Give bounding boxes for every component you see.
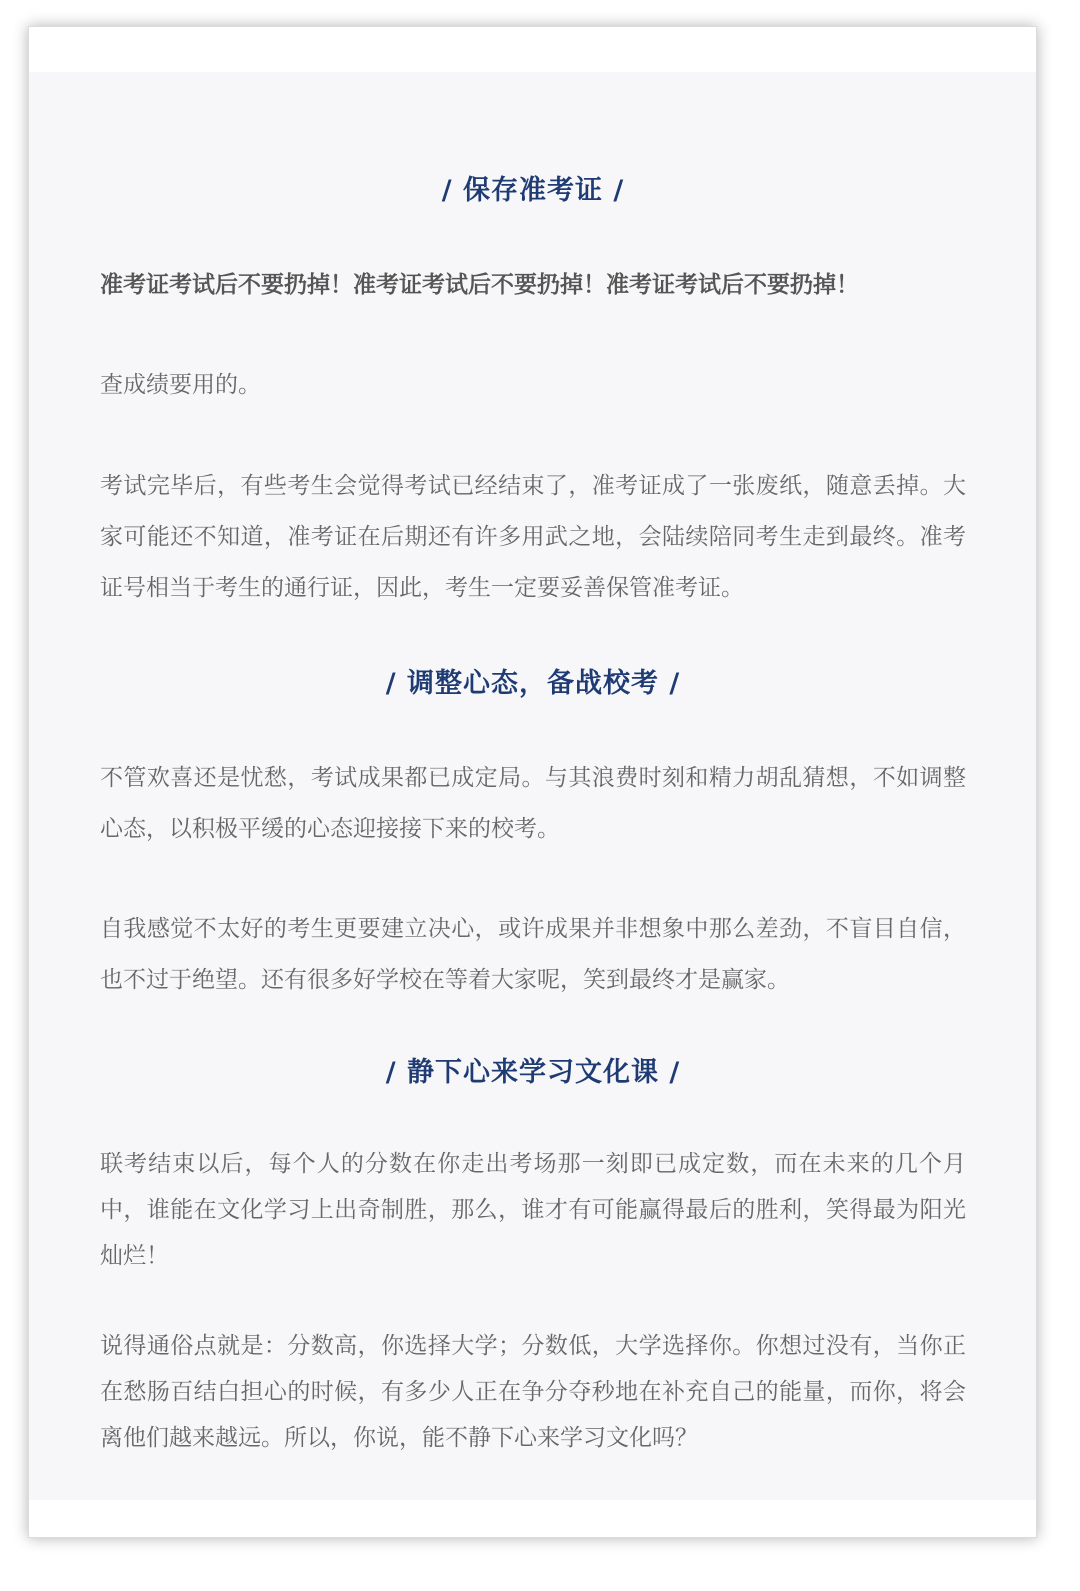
paragraph: 联考结束以后，每个人的分数在你走出考场那一刻即已成定数，而在未来的几个月中，谁能在文化学习上出奇制胜，那么，谁才有可能赢得最后的胜利，笑得最为阳光灿烂！	[100, 1151, 966, 1269]
warning-paragraph: 准考证考试后不要扔掉！准考证考试后不要扔掉！准考证考试后不要扔掉！	[100, 272, 859, 298]
article-card	[28, 26, 1037, 1538]
section-heading-adjust-mindset: / 调整心态，备战校考 /	[385, 668, 681, 699]
article-panel	[29, 72, 1036, 1500]
section-heading-save-ticket: / 保存准考证 /	[441, 175, 625, 206]
paragraph: 查成绩要用的。	[100, 372, 261, 398]
paragraph: 考试完毕后，有些考生会觉得考试已经结束了，准考证成了一张废纸，随意丢掉。大家可能还不知道，准考证在后期还有许多用武之地，会陆续陪同考生走到最终。准考证号相当于考生的通行证，因此，考生一定要妥善保管准考证。	[100, 473, 966, 601]
section-heading-study-culture: / 静下心来学习文化课 /	[385, 1057, 681, 1088]
paragraph: 自我感觉不太好的考生更要建立决心，或许成果并非想象中那么差劲，不盲目自信，也不过于绝望。还有很多好学校在等着大家呢，笑到最终才是赢家。	[100, 916, 966, 993]
paragraph: 不管欢喜还是忧愁，考试成果都已成定局。与其浪费时刻和精力胡乱猜想，不如调整心态，以积极平缓的心态迎接接下来的校考。	[100, 765, 966, 842]
paragraph: 说得通俗点就是：分数高，你选择大学；分数低，大学选择你。你想过没有，当你正在愁肠百结白担心的时候，有多少人正在争分夺秒地在补充自己的能量，而你，将会离他们越来越远。所以，你说，能不静下心来学习文化吗？	[100, 1333, 966, 1451]
